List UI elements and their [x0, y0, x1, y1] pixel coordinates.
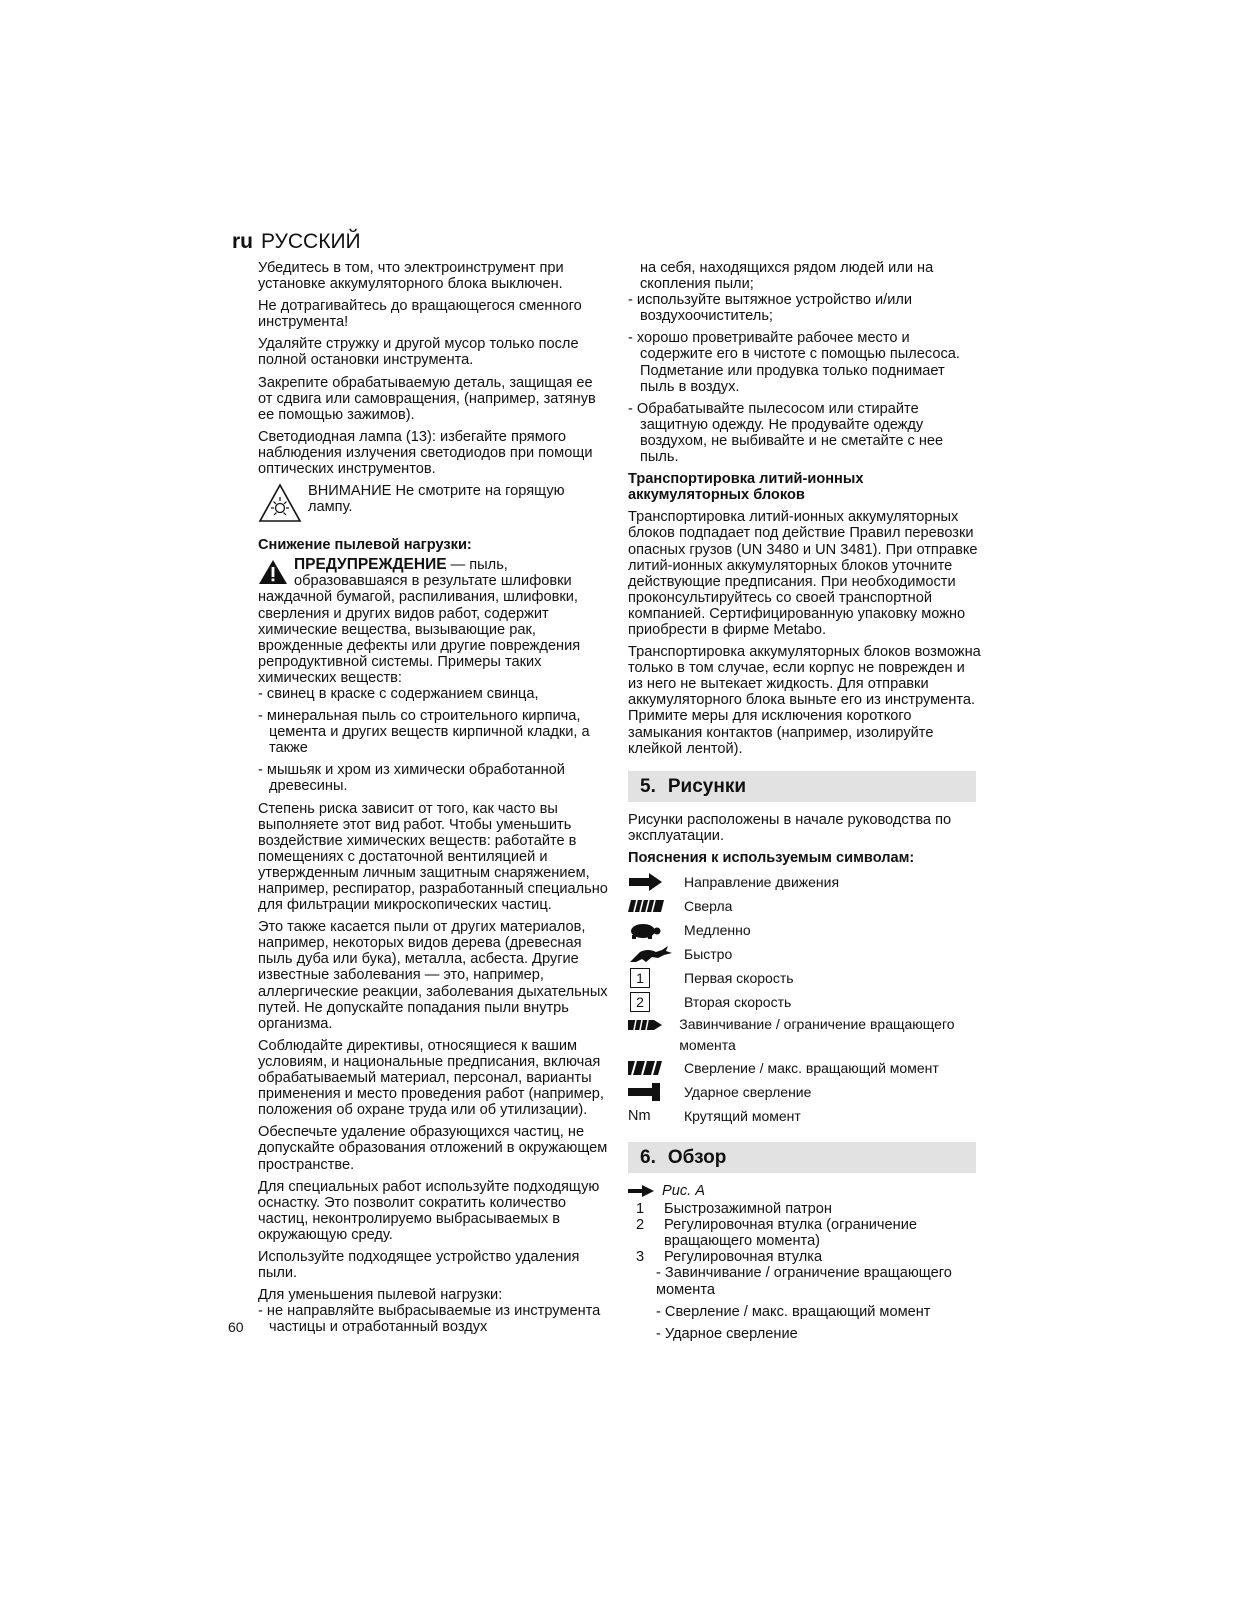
symbol-row	[628, 894, 983, 918]
paragraph-chips: Удаляйте стружку и другой мусор только после полной остановки инструмента.	[258, 336, 579, 369]
symbol-row	[628, 1104, 983, 1128]
symbol-row	[628, 870, 983, 894]
paragraph-extraction: Используйте подходящее устройство удаления пыли.	[258, 1248, 580, 1282]
language-name: РУССКИЙ	[261, 230, 361, 253]
symbol-row	[628, 966, 983, 990]
symbol-row	[628, 1014, 983, 1056]
transport-paragraph: Транспортировка литий-ионных аккумуляторных блоков подпадает под действие Правил перевозки опасных грузов (UN 3480 и UN 3481). При отправке литий-ионных аккумуляторных блоков уточните действующие предписания. При необходимости проконсультируйтесь со своей транспортной компанией. Сертифицированную упаковку можно приобрести в фирме Metabo.	[628, 509, 978, 638]
screwdriving-icon	[628, 1017, 662, 1033]
sub-item: - Завинчивание / ограничение вращающего момента	[656, 1265, 952, 1298]
item-text: Быстрозажимной патрон	[664, 1201, 832, 1218]
paragraph-special-work: Для специальных работ используйте подходящую оснастку. Это позволит сократить количество частиц, неконтролируемо выбрасываемых в окружающую среду.	[258, 1178, 600, 1243]
section-5-heading	[628, 771, 976, 802]
symbol-row	[628, 1056, 983, 1080]
transport-paragraph: Транспортировка аккумуляторных блоков возможна только в том случае, если корпус не поврежден и из него не вытекает жидкость. Для отправки аккумуляторного блока выньте его из инструмента. Примите меры для исключения короткого замыкания контактов (например, изолируйте клейкой лентой).	[628, 644, 981, 757]
figure-label: Рис. A	[662, 1183, 705, 1199]
overview-list	[628, 1201, 983, 1342]
paragraph-risk: Степень риска зависит от того, как часто вы выполняете этот вид работ. Чтобы уменьшить воздействие химических веществ: работайте в помещениях с достаточной вентиляцией и утвержденным личным защитным снаряжением, например, респиратор, разработанный специально для фильтрации микроскопических частиц.	[258, 800, 608, 914]
paragraph-reduce: Для уменьшения пылевой нагрузки:	[258, 1287, 503, 1304]
sub-item: - Ударное сверление	[656, 1325, 798, 1342]
item-text: Регулировочная втулка (ограничение вращающего момента)	[664, 1217, 917, 1250]
language-code: ru	[232, 230, 253, 253]
attention-text: ВНИМАНИЕ Не смотрите на горящую лампу.	[308, 483, 565, 516]
item-number: 3	[636, 1249, 645, 1266]
symbol-legend	[628, 870, 983, 1128]
item-number: 2	[636, 1217, 645, 1234]
paragraph-directives: Соблюдайте директивы, относящиеся к вашим условиям, и национальные предписания, включая обрабатываемый материал, персонал, варианты применения и место проведения работ (например, положения об охране труда или об утилизации).	[258, 1037, 604, 1119]
symbol-label: Первая скорость	[684, 969, 794, 986]
symbol-label: Ударное сверление	[684, 1083, 812, 1100]
symbol-label: Медленно	[684, 921, 751, 938]
turtle-icon	[628, 921, 662, 939]
section-title: Обзор	[667, 1147, 727, 1168]
arrow-right-icon	[628, 1185, 654, 1197]
symbol-label: Крутящий момент	[684, 1107, 801, 1124]
chem-item: - минеральная пыль со строительного кирпича, цемента и других веществ кирпичной кладки, а также	[258, 708, 590, 757]
warning-paragraph	[258, 557, 610, 686]
reduce-item: - не направляйте выбрасываемые из инструмента частицы и отработанный воздух	[258, 1303, 601, 1336]
attention-block	[258, 483, 610, 523]
chem-item: - свинец в краске с содержанием свинца,	[258, 685, 539, 702]
paragraph-clamp: Закрепите обрабатываемую деталь, защищая ее от сдвига или самовращения, (например, затянув ее помощью зажимов).	[258, 374, 596, 423]
symbol-row	[628, 990, 983, 1014]
warning-icon	[258, 559, 288, 585]
paragraph-rotating-tool: Не дотрагивайтесь до вращающегося сменного инструмента!	[258, 298, 582, 331]
list-item	[628, 1249, 983, 1265]
symbol-label: Сверление / макс. вращающий момент	[684, 1059, 939, 1076]
gear-2-icon: 2	[630, 992, 650, 1012]
paragraph-removal: Обеспечьте удаление образующихся частиц, не допускайте образования отложений в окружающем пространстве.	[258, 1124, 608, 1173]
symbol-row	[628, 942, 983, 966]
symbol-label: Сверла	[684, 897, 733, 914]
page-number: 60	[228, 1319, 244, 1335]
drill-bits-icon	[628, 900, 664, 912]
figure-reference	[628, 1183, 983, 1199]
led-caution-icon	[258, 483, 302, 523]
figures-paragraph: Рисунки расположены в начале руководства по эксплуатации.	[628, 811, 952, 844]
continued-text: на себя, находящихся рядом людей или на скопления пыли;	[640, 260, 934, 293]
sub-item: - Сверление / макс. вращающий момент	[656, 1303, 931, 1320]
section-6-heading	[628, 1142, 976, 1173]
section-number: 5.	[640, 775, 656, 797]
symbol-label: Быстро	[684, 945, 733, 962]
list-item	[628, 1201, 983, 1217]
transport-heading: Транспортировка литий-ионных аккумуляторных блоков	[628, 471, 864, 504]
paragraph-other-materials: Это также касается пыли от других материалов, например, некоторых видов дерева (древесная пыль дуба или бука), металла, асбеста. Другие известные заболевания — это, например, аллергические реакции, заболевания дыхательных путей. Не допускайте попадания пыли внутрь организма.	[258, 919, 608, 1032]
dust-item: - хорошо проветривайте рабочее место и содержите его в чистоте с помощью пылесоса. Подметание или продувка только поднимает пыль в воздух.	[628, 330, 960, 395]
drilling-icon	[628, 1061, 662, 1075]
section-number: 6.	[640, 1147, 656, 1168]
symbols-heading: Пояснения к используемым символам:	[628, 849, 915, 866]
section-title: Рисунки	[667, 775, 747, 797]
dust-item: - используйте вытяжное устройство и/или воздухоочиститель;	[628, 292, 913, 325]
right-column	[628, 260, 983, 1348]
paragraph-switch-off: Убедитесь в том, что электроинструмент при установке аккумуляторного блока выключен.	[258, 260, 564, 293]
chem-item: - мышьяк и хром из химически обработанной древесины.	[258, 762, 565, 795]
dust-heading: Снижение пылевой нагрузки:	[258, 537, 472, 554]
symbol-row	[628, 918, 983, 942]
hare-icon	[628, 944, 672, 964]
symbol-label: Вторая скорость	[684, 993, 792, 1010]
symbol-label: Завинчивание / ограничение вращающего момента	[679, 1016, 955, 1053]
left-column	[258, 260, 610, 1341]
item-number: 1	[636, 1201, 645, 1218]
gear-1-icon: 1	[630, 968, 650, 988]
list-item	[628, 1217, 983, 1249]
hammer-drill-icon	[628, 1083, 662, 1101]
language-header	[232, 230, 361, 254]
nm-icon: Nm	[628, 1107, 651, 1124]
item-text: Регулировочная втулка	[664, 1249, 823, 1266]
warning-label: ПРЕДУПРЕЖДЕНИЕ	[294, 556, 447, 574]
paragraph-led: Светодиодная лампа (13): избегайте прямого наблюдения излучения светодиодов при помощи оптических инструментов.	[258, 428, 593, 478]
arrow-right-icon	[628, 873, 662, 891]
dust-item: - Обрабатывайте пылесосом или стирайте защитную одежду. Не продувайте одежду воздухом, не выбивайте и не сметайте с нее пыль.	[628, 400, 944, 466]
symbol-label: Направление движения	[684, 873, 840, 890]
warning-text: — пыль, образовавшаяся в результате шлифовки наждачной бумагой, распиливания, шлифовки, сверления и других видов работ, содержит химические вещества, вызывающие рак, врожденные дефекты или другие повреждения репродуктивной системы. Примеры таких химических веществ:	[258, 557, 581, 686]
symbol-row	[628, 1080, 983, 1104]
